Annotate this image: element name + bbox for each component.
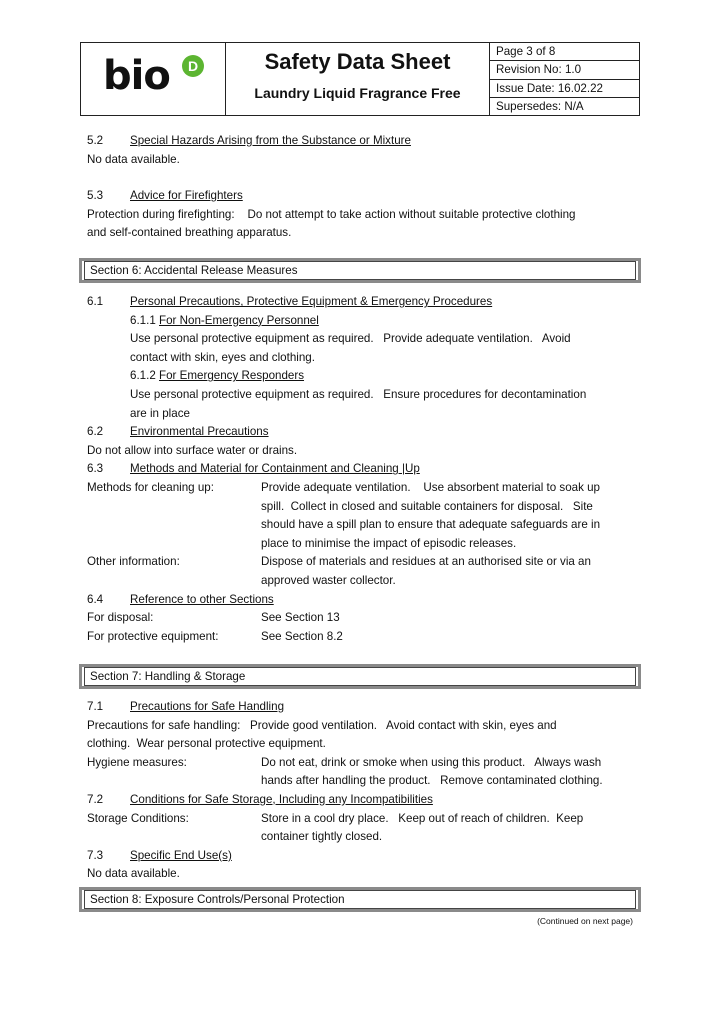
field-value: Store in a cool dry place. Keep out of reach of children. Keep container tightly closed. xyxy=(261,811,584,844)
field-value: Dispose of materials and residues at an authorised site or via an approved waster collector. xyxy=(261,555,591,587)
document-title: Safety Data Sheet xyxy=(264,49,451,74)
field-row xyxy=(87,479,633,553)
subsection-title: Advice for Firefighters xyxy=(130,189,243,203)
sub-subsection-heading: 6.1.1 For Non-Emergency Personnel xyxy=(130,313,319,327)
logo-text: bio xyxy=(103,53,170,99)
subsection-title: Reference to other Sections xyxy=(130,592,274,606)
field-value: Do not eat, drink or smoke when using this product. Always wash hands after handling the product. Remove contaminated clothing. xyxy=(261,755,603,788)
subsection-heading: 6.2 Environmental Precautions xyxy=(87,425,269,439)
sub-subsection-heading: 6.1.2 For Emergency Responders xyxy=(130,369,305,383)
paragraph: and self-contained breathing apparatus. xyxy=(87,226,292,240)
section-7-body xyxy=(87,698,633,884)
revision-number: Revision No: 1.0 xyxy=(490,61,639,79)
subsection-heading: 6.3 Methods and Material for Containment and Cleaning |Up xyxy=(87,462,420,476)
subsection-title: Specific End Use(s) xyxy=(130,848,232,862)
field-row xyxy=(87,628,633,647)
issue-date: Issue Date: 16.02.22 xyxy=(490,80,639,98)
paragraph: No data available. xyxy=(87,152,180,166)
paragraph: Do not allow into surface water or drains. xyxy=(87,443,298,457)
document-meta xyxy=(490,43,639,115)
paragraph: clothing. Wear personal protective equipment. xyxy=(87,737,326,751)
paragraph: Protection during firefighting: Do not attempt to take action without suitable protective clothing xyxy=(87,207,576,221)
supersedes: Supersedes: N/A xyxy=(496,99,584,113)
paragraph: Use personal protective equipment as required. Provide adequate ventilation. Avoid xyxy=(130,332,571,346)
subsection-title: Precautions for Safe Handling xyxy=(130,700,285,713)
field-label: Other information: xyxy=(87,555,180,569)
product-name: Laundry Liquid Fragrance Free xyxy=(254,85,461,101)
field-row xyxy=(87,810,633,847)
section-6-body xyxy=(87,293,633,646)
paragraph: No data available. xyxy=(87,867,180,881)
subsection-heading: 7.2 Conditions for Safe Storage, Including any Incompatibilities xyxy=(87,792,433,806)
section-title: Section 8: Exposure Controls/Personal Protection xyxy=(84,890,636,909)
logo-badge: D xyxy=(182,55,204,77)
subsection-title: Environmental Precautions xyxy=(130,425,269,439)
section-header-7 xyxy=(79,664,641,689)
field-value: See Section 8.2 xyxy=(261,629,343,643)
subsection-title: Special Hazards Arising from the Substance or Mixture xyxy=(130,134,411,147)
subsection-heading: 6.1 Personal Precautions, Protective Equipment & Emergency Procedures xyxy=(87,295,493,308)
section-header-8 xyxy=(79,887,641,912)
field-label: For disposal: xyxy=(87,611,154,625)
subsection-heading: 5.2 Special Hazards Arising from the Substance or Mixture xyxy=(87,134,411,147)
logo xyxy=(81,43,226,115)
section-header-6 xyxy=(79,258,641,283)
field-value: Provide adequate ventilation. Use absorbent material to soak up spill. Collect in closed and suitable containers for disposal. Site should have a spill plan to ensure that adequate safeguards are in place to minimise the impact of episodic releases. xyxy=(261,480,601,550)
paragraph: are in place xyxy=(130,406,190,420)
paragraph: contact with skin, eyes and clothing. xyxy=(130,350,315,364)
subsection-title: Personal Precautions, Protective Equipment & Emergency Procedures xyxy=(130,295,493,308)
field-row xyxy=(87,609,633,628)
field-label: Storage Conditions: xyxy=(87,811,189,825)
section-title: Section 7: Handling & Storage xyxy=(84,667,636,686)
paragraph: Precautions for safe handling: Provide good ventilation. Avoid contact with skin, eyes and xyxy=(87,718,557,732)
subsection-heading: 7.3 Specific End Use(s) xyxy=(87,848,232,862)
subsection-title: Methods and Material for Containment and Cleaning |Up xyxy=(130,462,420,476)
field-row xyxy=(87,553,633,590)
section-title: Section 6: Accidental Release Measures xyxy=(84,261,636,280)
field-value: See Section 13 xyxy=(261,611,340,625)
document-header xyxy=(80,42,640,116)
field-row xyxy=(87,754,633,791)
subsection-heading: 6.4 Reference to other Sections xyxy=(87,592,274,606)
section-5-continued xyxy=(87,132,633,243)
field-label: For protective equipment: xyxy=(87,629,219,643)
subsection-heading: 7.1 Precautions for Safe Handling xyxy=(87,700,285,713)
paragraph: Use personal protective equipment as required. Ensure procedures for decontamination xyxy=(130,387,587,401)
continued-note: (Continued on next page) xyxy=(537,916,633,926)
field-label: Methods for cleaning up: xyxy=(87,480,214,494)
title-cell xyxy=(226,43,490,115)
page-number: Page 3 of 8 xyxy=(490,43,639,61)
subsection-heading: 5.3 Advice for Firefighters xyxy=(87,189,243,203)
subsection-title: Conditions for Safe Storage, Including any Incompatibilities xyxy=(130,792,433,806)
field-label: Hygiene measures: xyxy=(87,755,187,769)
